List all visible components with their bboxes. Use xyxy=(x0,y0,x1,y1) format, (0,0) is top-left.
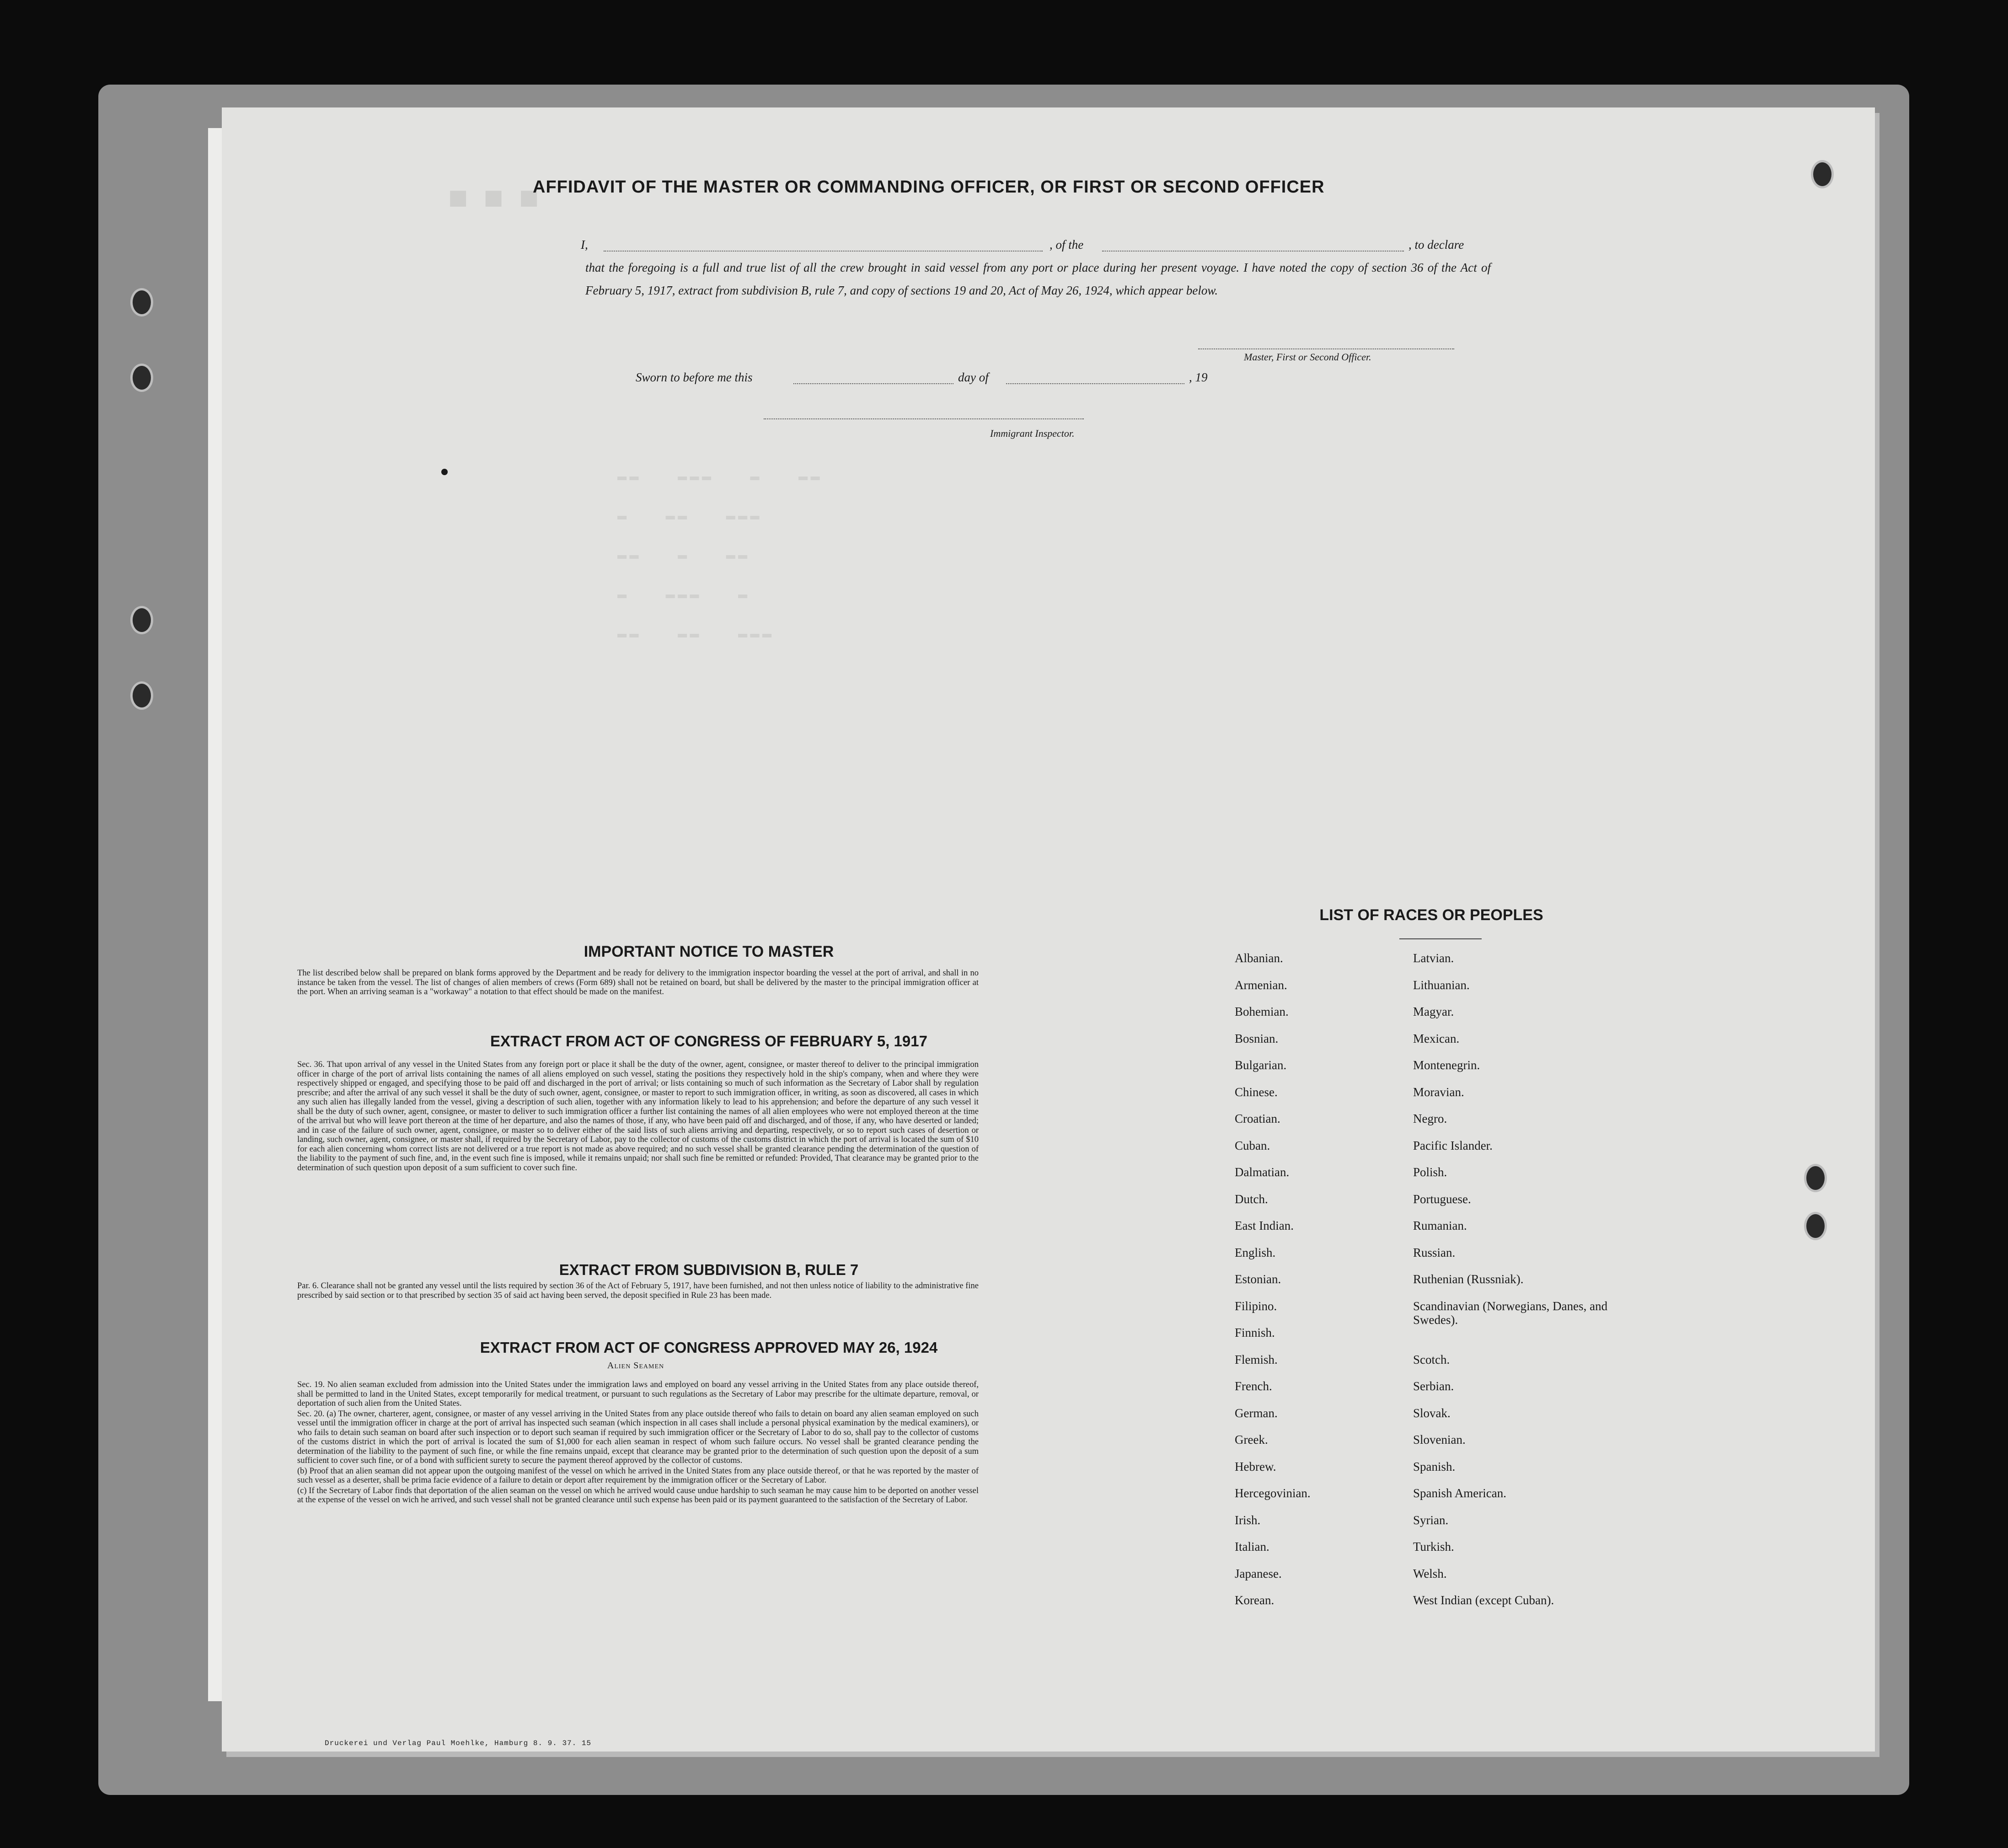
race-item: Scandinavian (Norwegians, Danes, and Swedes). xyxy=(1413,1299,1608,1327)
race-item: Latvian. xyxy=(1413,951,1454,965)
race-item: Croatian. xyxy=(1235,1112,1280,1125)
race-item: Welsh. xyxy=(1413,1566,1447,1580)
binder-hole-icon xyxy=(133,608,151,632)
affidavit-intro-of: , of the xyxy=(1050,238,1084,252)
sworn-date-line xyxy=(793,383,953,384)
sworn-year-label: , 19 xyxy=(1189,370,1208,384)
vessel-blank-line xyxy=(1102,251,1404,252)
race-item: Greek. xyxy=(1235,1433,1268,1446)
race-item: Bohemian. xyxy=(1235,1005,1289,1018)
binder-hole-icon xyxy=(133,684,151,707)
race-item: Pacific Islander. xyxy=(1413,1138,1493,1152)
race-item: Armenian. xyxy=(1235,978,1287,992)
race-item: West Indian (except Cuban). xyxy=(1413,1593,1554,1607)
binder-hole-icon xyxy=(133,290,151,314)
extract-1924-body xyxy=(297,1380,979,1505)
signature-line xyxy=(1198,348,1454,349)
race-item: Turkish. xyxy=(1413,1540,1454,1553)
race-item: Dalmatian. xyxy=(1235,1165,1290,1179)
race-item: Cuban. xyxy=(1235,1138,1270,1152)
race-item: Lithuanian. xyxy=(1413,978,1470,992)
race-item: Scotch. xyxy=(1413,1352,1450,1366)
race-item: Polish. xyxy=(1413,1165,1447,1179)
race-item: Hebrew. xyxy=(1235,1459,1276,1473)
race-item: Chinese. xyxy=(1235,1085,1278,1099)
race-item: Slovenian. xyxy=(1413,1433,1466,1446)
affidavit-body: that the foregoing is a full and true list of all the crew brought in said vessel from any port or place during her present voyage. I have noted the copy of section 36 of the Act of February 5, 1917, extract from subdivision B, rule 7, and copy of sections 19 and 20, Act of May 26, 1924, which appear below. xyxy=(585,261,1491,297)
affidavit-title: AFFIDAVIT OF THE MASTER OR COMMANDING OFFICER, OR FIRST OR SECOND OFFICER xyxy=(533,177,1325,197)
bleed-through-title: ■ ■ ■ xyxy=(448,182,543,218)
race-item: Irish. xyxy=(1235,1513,1261,1527)
inspector-signature-line xyxy=(764,418,1084,419)
race-item: Flemish. xyxy=(1235,1352,1278,1366)
race-item: Negro. xyxy=(1413,1112,1447,1125)
race-item: Dutch. xyxy=(1235,1192,1268,1206)
race-item: Montenegrin. xyxy=(1413,1058,1480,1072)
extract-1917-body: Sec. 36. That upon arrival of any vessel in the United States from any foreign port or place it shall be the duty of the owner, agent, consignee, or master thereof to deliver to the principal immigration officer in charge of the port of arrival lists containing the names of all aliens employed on such vessel, stating the positions they respectively hold in the ship's company, when and where they were respectively shipped or engaged, and specifying those to be paid off and discharged in the port of arrival; or lists containing so much of such information as the Secretary of Labor shall by regulation prescribe; and after the arrival of any such vessel it shall be the duty of such owner, agent, consignee, or master to report to such immigration officer, in writing, as soon as discovered, all cases in which any such alien has illegally landed from the vessel, giving a description of such alien, together with any information likely to lead to his apprehension; and before the departure of any such vessel it shall be the duty of such owner, agent, consignee, or master to deliver to such immigration officer a further list containing the names of all alien employees who were not employed thereon at the time of the arrival but who will leave port thereon at the time of her departure, and also the names of those, if any, who have been paid off and discharged, and of those, if any, who have deserted or landed; and in case of the failure of such owner, agent, consignee, or master so to deliver either of the said lists of such aliens arriving and departing, respectively, or so to report such cases of desertion or landing, such owner, agent, consignee, or master shall, if required by the Secretary of Labor, pay to the collector of customs of the customs district in which the port of arrival is located the sum of $10 for each alien concerning whom correct lists are not delivered or a true report is not made as above required; and no such vessel shall be granted clearance pending the determination of the question of the liability to the payment of such fine, and, in the event such fine is imposed, while it remains unpaid; nor shall such fine be remitted or refunded: Provided, That clearance may be granted prior to the determination of such question upon deposit of a sum sufficient to cover such fine. xyxy=(297,1060,979,1173)
race-item: Hercegovinian. xyxy=(1235,1486,1311,1500)
extract-rule7-title: EXTRACT FROM SUBDIVISION B, RULE 7 xyxy=(559,1261,859,1278)
sworn-month-line xyxy=(1006,383,1184,384)
race-item: Filipino. xyxy=(1235,1299,1277,1313)
printer-imprint: Druckerei und Verlag Paul Moehlke, Hamburg 8. 9. 37. 15 xyxy=(325,1739,592,1747)
race-item: English. xyxy=(1235,1245,1276,1259)
race-item: Spanish American. xyxy=(1413,1486,1506,1500)
name-blank-line xyxy=(604,251,1043,252)
race-item: German. xyxy=(1235,1406,1278,1420)
race-item: Korean. xyxy=(1235,1593,1274,1607)
race-item: Spanish. xyxy=(1413,1459,1456,1473)
binder-hole-icon xyxy=(1806,1214,1825,1238)
race-item: Italian. xyxy=(1235,1540,1269,1553)
inspector-caption: Immigrant Inspector. xyxy=(990,428,1075,439)
ink-dot xyxy=(441,469,448,475)
sworn-before-label: Sworn to before me this xyxy=(636,370,753,384)
binder-hole-icon xyxy=(1813,162,1831,186)
affidavit-intro-declare: , to declare xyxy=(1408,238,1464,252)
races-left-column xyxy=(1235,951,1390,1620)
signature-caption: Master, First or Second Officer. xyxy=(1244,351,1371,363)
sworn-day-label: day of xyxy=(958,370,989,384)
race-item: Magyar. xyxy=(1413,1005,1454,1018)
extract-rule7-body: Par. 6. Clearance shall not be granted any vessel until the lists required by section 36 of the Act of February 5, 1917, have been furnished, and not then unless notice of liability to the administrative fine prescribed by said section or to that prescribed by section 35 of said act having been served, the deposit specified in Rule 23 has been made. xyxy=(297,1281,979,1300)
bleed-through-rows: ▬▬ ▬▬▬ ▬ ▬▬ ▬ ▬▬ ▬▬▬ ▬▬ ▬ ▬▬ ▬ ▬▬▬ ▬ ▬▬ ▬▬ ▬▬▬ xyxy=(617,468,823,643)
binder-hole-icon xyxy=(1806,1166,1825,1190)
race-item: Finnish. xyxy=(1235,1326,1275,1339)
sec20b-paragraph: (b) Proof that an alien seaman did not appear upon the outgoing manifest of the vessel on which he arrived in the United States from any place outside thereof, or that he was reported by the master of such vessel as a deserter, shall be prima facie evidence of a failure to detain or deport after requirement by the immigration officer or the Secretary of Labor. xyxy=(297,1466,979,1485)
races-title-rule xyxy=(1399,938,1482,939)
race-item: Bulgarian. xyxy=(1235,1058,1287,1072)
race-item: French. xyxy=(1235,1379,1272,1393)
race-item: Japanese. xyxy=(1235,1566,1282,1580)
race-item: Ruthenian (Russniak). xyxy=(1413,1272,1524,1286)
race-item: Moravian. xyxy=(1413,1085,1464,1099)
races-title: LIST OF RACES OR PEOPLES xyxy=(1319,906,1543,924)
race-item: Slovak. xyxy=(1413,1406,1451,1420)
race-item: Russian. xyxy=(1413,1245,1456,1259)
race-item: Rumanian. xyxy=(1413,1219,1467,1232)
notice-title: IMPORTANT NOTICE TO MASTER xyxy=(584,943,834,960)
race-item: Portuguese. xyxy=(1413,1192,1471,1206)
sec19-paragraph: Sec. 19. No alien seaman excluded from admission into the United States under the immigration laws and employed on board any vessel arriving in the United States from any place outside thereof, shall be permitted to land in the United States, except temporarily for medical treatment, or pursuant to such regulations as the Secretary of Labor may prescribe for the ultimate departure, removal, or deportation of such alien from the United States. xyxy=(297,1380,979,1408)
extract-1917-title: EXTRACT FROM ACT OF CONGRESS OF FEBRUARY 5, 1917 xyxy=(490,1033,927,1050)
race-item: Bosnian. xyxy=(1235,1031,1279,1045)
race-item: Serbian. xyxy=(1413,1379,1454,1393)
race-item: Estonian. xyxy=(1235,1272,1281,1286)
sec20c-paragraph: (c) If the Secretary of Labor finds that deportation of the alien seaman on the vessel on which he arrived would cause undue hardship to such seaman he may cause him to be deported on another vessel at the expense of the vessel on wich he arrived, and such vessel shall not be granted clearance until such expense has been paid or its payment guaranteed to the satisfaction of the Secretary of Labor. xyxy=(297,1486,979,1505)
notice-body: The list described below shall be prepared on blank forms approved by the Department and be ready for delivery to the immigration inspector boarding the vessel at the port of arrival, and shall in no instance be taken from the vessel. The list of changes of alien members of crews (Form 689) shall not be retained on board, but shall be delivered by the master to the principal immigration officer at the port. When an arriving seaman is a "workaway" a notation to that effect should be made on the manifest. xyxy=(297,969,979,996)
binder-hole-icon xyxy=(133,366,151,390)
race-item: Syrian. xyxy=(1413,1513,1449,1527)
sec20a-paragraph: Sec. 20. (a) The owner, charterer, agent, consignee, or master of any vessel arriving in the United States from any place outside thereof who fails to detain on board any alien seaman employed on such vessel until the immigration officer in charge at the port of arrival has inspected such seaman (which inspection in all cases shall include a personal physical examination by the medical examiners), or who fails to detain such seaman on board after such inspection or to deport such seaman if required by such immigration officer or the Secretary of Labor to do so, shall pay to the collector of customs of the customs district in which the port of arrival is located the sum of $1,000 for each alien seaman in respect of whom such failure occurs. No vessel shall be granted clearance pending the determination of the liability to the payment of such fine, or while the fine remains unpaid, except that clearance may be granted prior to the determination of such question upon the deposit of a sum sufficient to cover such fine, or of a bond with sufficient surety to secure the payment thereof approved by the collector of customs. xyxy=(297,1409,979,1465)
race-item: Mexican. xyxy=(1413,1031,1460,1045)
race-item: East Indian. xyxy=(1235,1219,1294,1232)
affidavit-intro-i: I, xyxy=(581,238,588,252)
extract-1924-subtitle: Alien Seamen xyxy=(607,1361,664,1371)
extract-1924-title: EXTRACT FROM ACT OF CONGRESS APPROVED MAY 26, 1924 xyxy=(480,1339,938,1356)
races-right-column xyxy=(1413,951,1651,1620)
race-item: Albanian. xyxy=(1235,951,1283,965)
